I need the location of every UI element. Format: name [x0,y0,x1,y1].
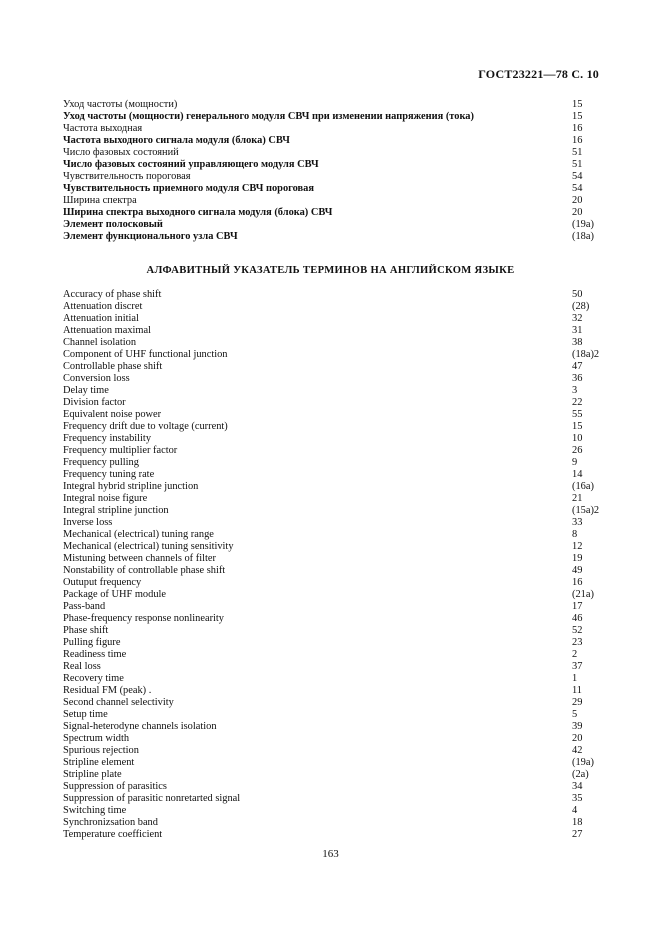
index-reference: 33 [572,517,583,528]
index-term: Temperature coefficient [63,829,163,840]
english-index-row [63,289,593,301]
index-term: Чувствительность пороговая [63,171,191,182]
index-reference: 14 [572,469,583,480]
index-term: Synchronizsation band [63,817,158,828]
english-index-row [63,325,593,337]
index-reference: 15 [572,111,583,122]
page-number: 163 [322,848,339,860]
english-index-row [63,817,593,829]
russian-index-row [63,231,593,243]
english-index-row [63,469,593,481]
index-term: Attenuation initial [63,313,139,324]
english-index-row [63,493,593,505]
english-index-row [63,829,593,841]
index-term: Switching time [63,805,127,816]
english-index-row [63,601,593,613]
index-reference: 12 [572,541,583,552]
index-reference: 10 [572,433,583,444]
index-reference: 52 [572,625,583,636]
index-reference: (19а) [572,219,594,230]
index-term: Частота выходная [63,123,143,134]
russian-index-row [63,135,593,147]
english-index-row [63,805,593,817]
english-index-row [63,421,593,433]
english-index-row [63,433,593,445]
index-reference: 15 [572,99,583,110]
index-term: Conversion loss [63,373,130,384]
index-reference: 46 [572,613,583,624]
index-term: Nonstability of controllable phase shift [63,565,226,576]
index-term: Division factor [63,397,126,408]
english-index-row [63,301,593,313]
english-index-row [63,373,593,385]
index-reference: 55 [572,409,583,420]
index-reference: 16 [572,123,583,134]
index-reference: 34 [572,781,583,792]
index-reference: 51 [572,147,583,158]
index-term: Outuput frequency [63,577,142,588]
index-term: Spectrum width [63,733,130,744]
index-term: Delay time [63,385,109,396]
russian-index-row [63,219,593,231]
index-term: Component of UHF functional junction [63,349,228,360]
index-reference: 26 [572,445,583,456]
index-term: Mistuning between channels of filter [63,553,216,564]
english-index-row [63,445,593,457]
index-reference: 54 [572,171,583,182]
english-index-row [63,529,593,541]
index-term: Уход частоты (мощности) [63,99,178,110]
index-reference: 16 [572,135,583,146]
index-term: Элемент полосковый [63,219,163,230]
english-index-row [63,589,593,601]
index-term: Mechanical (electrical) tuning range [63,529,214,540]
index-reference: (28) [572,301,590,312]
index-reference: 42 [572,745,583,756]
english-index-row [63,733,593,745]
index-reference: 54 [572,183,583,194]
index-term: Элемент функционального узла СВЧ [63,231,238,242]
index-term: Число фазовых состояний [63,147,179,158]
index-term: Mechanical (electrical) tuning sensitivity [63,541,234,552]
english-index-row [63,337,593,349]
index-term: Ширина спектра выходного сигнала модуля (блока) СВЧ [63,207,333,218]
english-index-row [63,685,593,697]
page-header: ГОСТ23221—78 С. 10 [478,67,599,81]
index-reference: 3 [572,385,578,396]
index-term: Residual FM (peak) . [63,685,152,696]
index-term: Чувствительность приемного модуля СВЧ пороговая [63,183,314,194]
russian-index-row [63,183,593,195]
english-index-row [63,649,593,661]
russian-index-row [63,195,593,207]
english-index-row [63,541,593,553]
index-reference: 20 [572,733,583,744]
index-reference: 37 [572,661,583,672]
english-index-row [63,697,593,709]
russian-index-row [63,159,593,171]
english-index-row [63,709,593,721]
index-reference: 22 [572,397,583,408]
index-term: Inverse loss [63,517,113,528]
index-term: Integral noise figure [63,493,148,504]
index-term: Second channel selectivity [63,697,174,708]
english-index-row [63,409,593,421]
english-index-row [63,397,593,409]
index-reference: 19 [572,553,583,564]
index-reference: 27 [572,829,583,840]
index-reference: 8 [572,529,578,540]
russian-index-row [63,111,593,123]
index-term: Setup time [63,709,108,720]
english-index-row [63,385,593,397]
index-reference: 32 [572,313,583,324]
english-index-row [63,757,593,769]
russian-index-row [63,207,593,219]
index-reference: 11 [572,685,583,696]
index-reference: 50 [572,289,583,300]
index-reference: 23 [572,637,583,648]
english-index-row [63,625,593,637]
index-reference: 5 [572,709,578,720]
index-term: Ширина спектра [63,195,137,206]
index-term: Частота выходного сигнала модуля (блока) СВЧ [63,135,290,146]
index-term: Equivalent noise power [63,409,162,420]
index-reference: (2a) [572,769,589,780]
english-index-row [63,769,593,781]
english-index-row [63,553,593,565]
english-index-row [63,505,600,517]
english-index-row [63,793,593,805]
index-term: Recovery time [63,673,124,684]
index-term: Attenuation discret [63,301,143,312]
index-term: Real loss [63,661,101,672]
english-index-row [63,613,593,625]
index-reference: 20 [572,195,583,206]
index-term: Число фазовых состояний управляющего модуля СВЧ [63,159,319,170]
index-reference: (18а) [572,231,594,242]
index-term: Package of UHF module [63,589,167,600]
english-index-row [63,781,593,793]
index-reference: (18a)2 [572,349,600,360]
index-reference: 2 [572,649,578,660]
russian-index-row [63,123,593,135]
index-term: Frequency instability [63,433,152,444]
english-term-index [63,289,600,841]
index-term: Frequency drift due to voltage (current) [63,421,228,432]
index-term: Frequency tuning rate [63,469,155,480]
english-index-row [63,457,593,469]
english-index-row [63,745,593,757]
english-index-row [63,721,593,733]
russian-index-row [63,99,593,111]
index-reference: 16 [572,577,583,588]
index-reference: 39 [572,721,583,732]
english-index-row [63,637,593,649]
russian-index-row [63,147,593,159]
index-reference: (21a) [572,589,594,600]
index-reference: 21 [572,493,583,504]
index-term: Уход частоты (мощности) генерального модуля СВЧ при изменении напряжения (тока) [63,111,474,122]
index-reference: 31 [572,325,583,336]
english-index-row [63,313,593,325]
english-index-row [63,565,593,577]
index-term: Pulling figure [63,637,121,648]
index-term: Integral stripline junction [63,505,169,516]
index-term: Phase-frequency response nonlinearity [63,613,224,624]
index-reference: (15a)2 [572,505,600,516]
index-term: Phase shift [63,625,109,636]
russian-index-row [63,171,593,183]
index-term: Signal-heterodyne channels isolation [63,721,217,732]
index-reference: (19a) [572,757,594,768]
index-term: Pass-band [63,601,106,612]
index-reference: 4 [572,805,578,816]
index-term: Frequency multiplier factor [63,445,178,456]
section-title: АЛФАВИТНЫЙ УКАЗАТЕЛЬ ТЕРМИНОВ НА АНГЛИЙСКОМ ЯЗЫКЕ [146,265,515,276]
index-term: Suppression of parasitics [63,781,167,792]
index-term: Frequency pulling [63,457,139,468]
index-reference: 38 [572,337,583,348]
english-index-row [63,577,593,589]
index-reference: 17 [572,601,583,612]
index-reference: 49 [572,565,583,576]
index-reference: 18 [572,817,583,828]
english-index-row [63,349,600,361]
index-term: Channel isolation [63,337,137,348]
index-reference: 35 [572,793,583,804]
english-index-row [63,661,593,673]
index-term: Stripline plate [63,769,122,780]
index-term: Accuracy of phase shift [63,289,162,300]
index-reference: 36 [572,373,583,384]
index-term: Integral hybrid stripline junction [63,481,199,492]
russian-term-index [63,99,593,243]
index-reference: (16a) [572,481,594,492]
english-index-row [63,481,593,493]
english-index-row [63,673,593,685]
index-term: Readiness time [63,649,127,660]
index-term: Spurious rejection [63,745,139,756]
english-index-row [63,517,593,529]
index-reference: 47 [572,361,583,372]
index-reference: 51 [572,159,583,170]
index-reference: 9 [572,457,578,468]
index-term: Stripline element [63,757,135,768]
index-term: Attenuation maximal [63,325,152,336]
index-reference: 29 [572,697,583,708]
index-reference: 1 [572,673,578,684]
index-reference: 20 [572,207,583,218]
english-index-row [63,361,593,373]
index-term: Suppression of parasitic nonretarted signal [63,793,241,804]
index-term: Controllable phase shift [63,361,163,372]
index-reference: 15 [572,421,583,432]
